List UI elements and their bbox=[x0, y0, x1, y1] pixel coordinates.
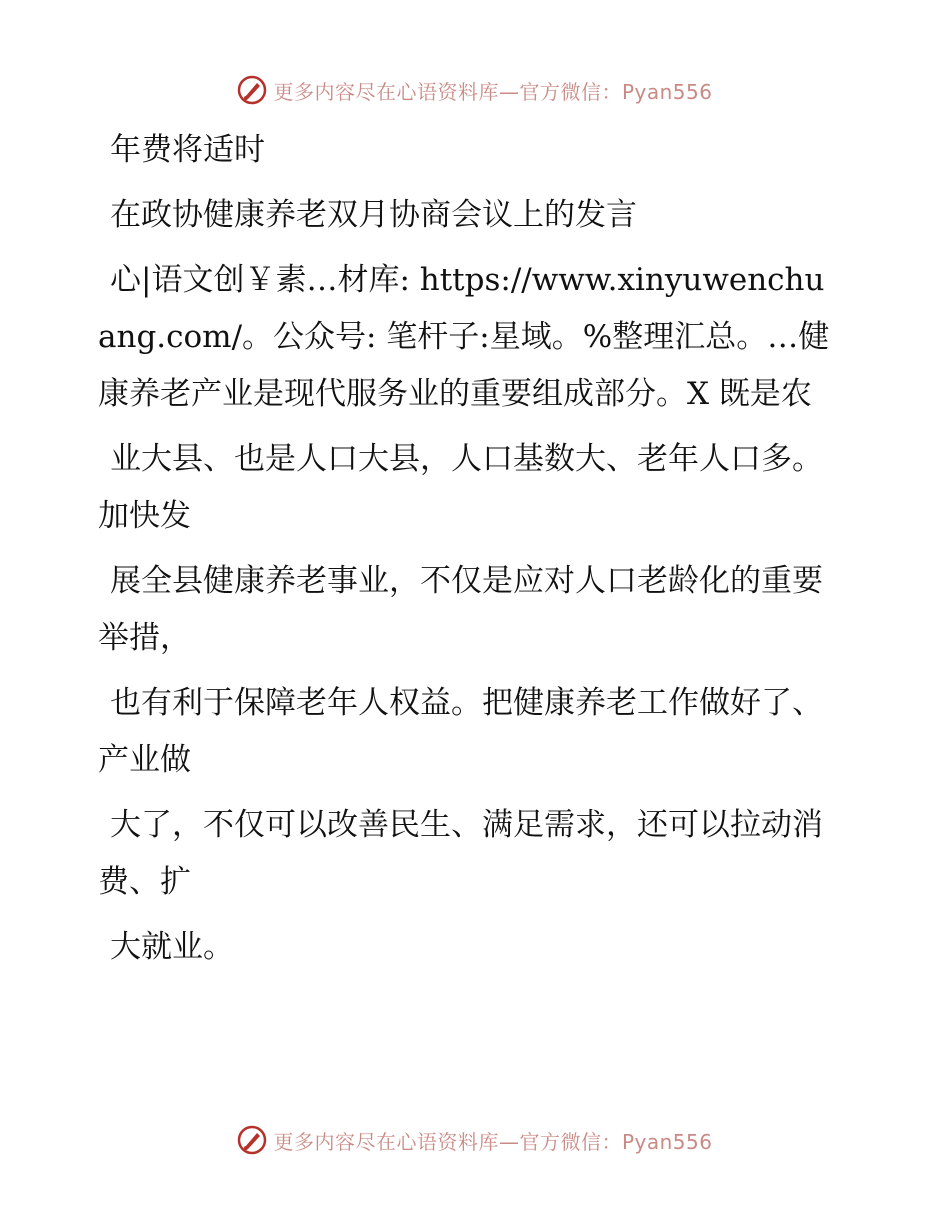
header-banner-text: 更多内容尽在心语资料库—官方微信：Pyan556 bbox=[273, 79, 713, 104]
paragraph: 大就业。 bbox=[110, 929, 234, 965]
paragraph: 展全县健康养老事业，不仅是应对人口老龄化的重要举措， bbox=[98, 563, 823, 656]
pen-logo-icon bbox=[237, 75, 267, 105]
pen-logo-icon bbox=[237, 1125, 267, 1155]
paragraph: 心|语文创￥素…材库: https://www.xinyuwenchuang.com/。公众号: 笔杆子:星域。%整理汇总。…健康养老产业是现代服务业的重要组成部分。X 既是农 bbox=[98, 262, 830, 412]
header-banner bbox=[0, 70, 950, 110]
paragraph: 年费将适时 bbox=[110, 132, 265, 168]
footer-banner bbox=[0, 1120, 950, 1160]
paragraph: 大了，不仅可以改善民生、满足需求，还可以拉动消费、扩 bbox=[98, 807, 823, 900]
document-body bbox=[98, 122, 838, 984]
footer-banner-text: 更多内容尽在心语资料库—官方微信：Pyan556 bbox=[273, 1129, 713, 1154]
paragraph: 也有利于保障老年人权益。把健康养老工作做好了、产业做 bbox=[98, 685, 823, 778]
paragraph: 业大县、也是人口大县，人口基数大、老年人口多。加快发 bbox=[98, 441, 823, 534]
paragraph: 在政协健康养老双月协商会议上的发言 bbox=[110, 197, 637, 233]
